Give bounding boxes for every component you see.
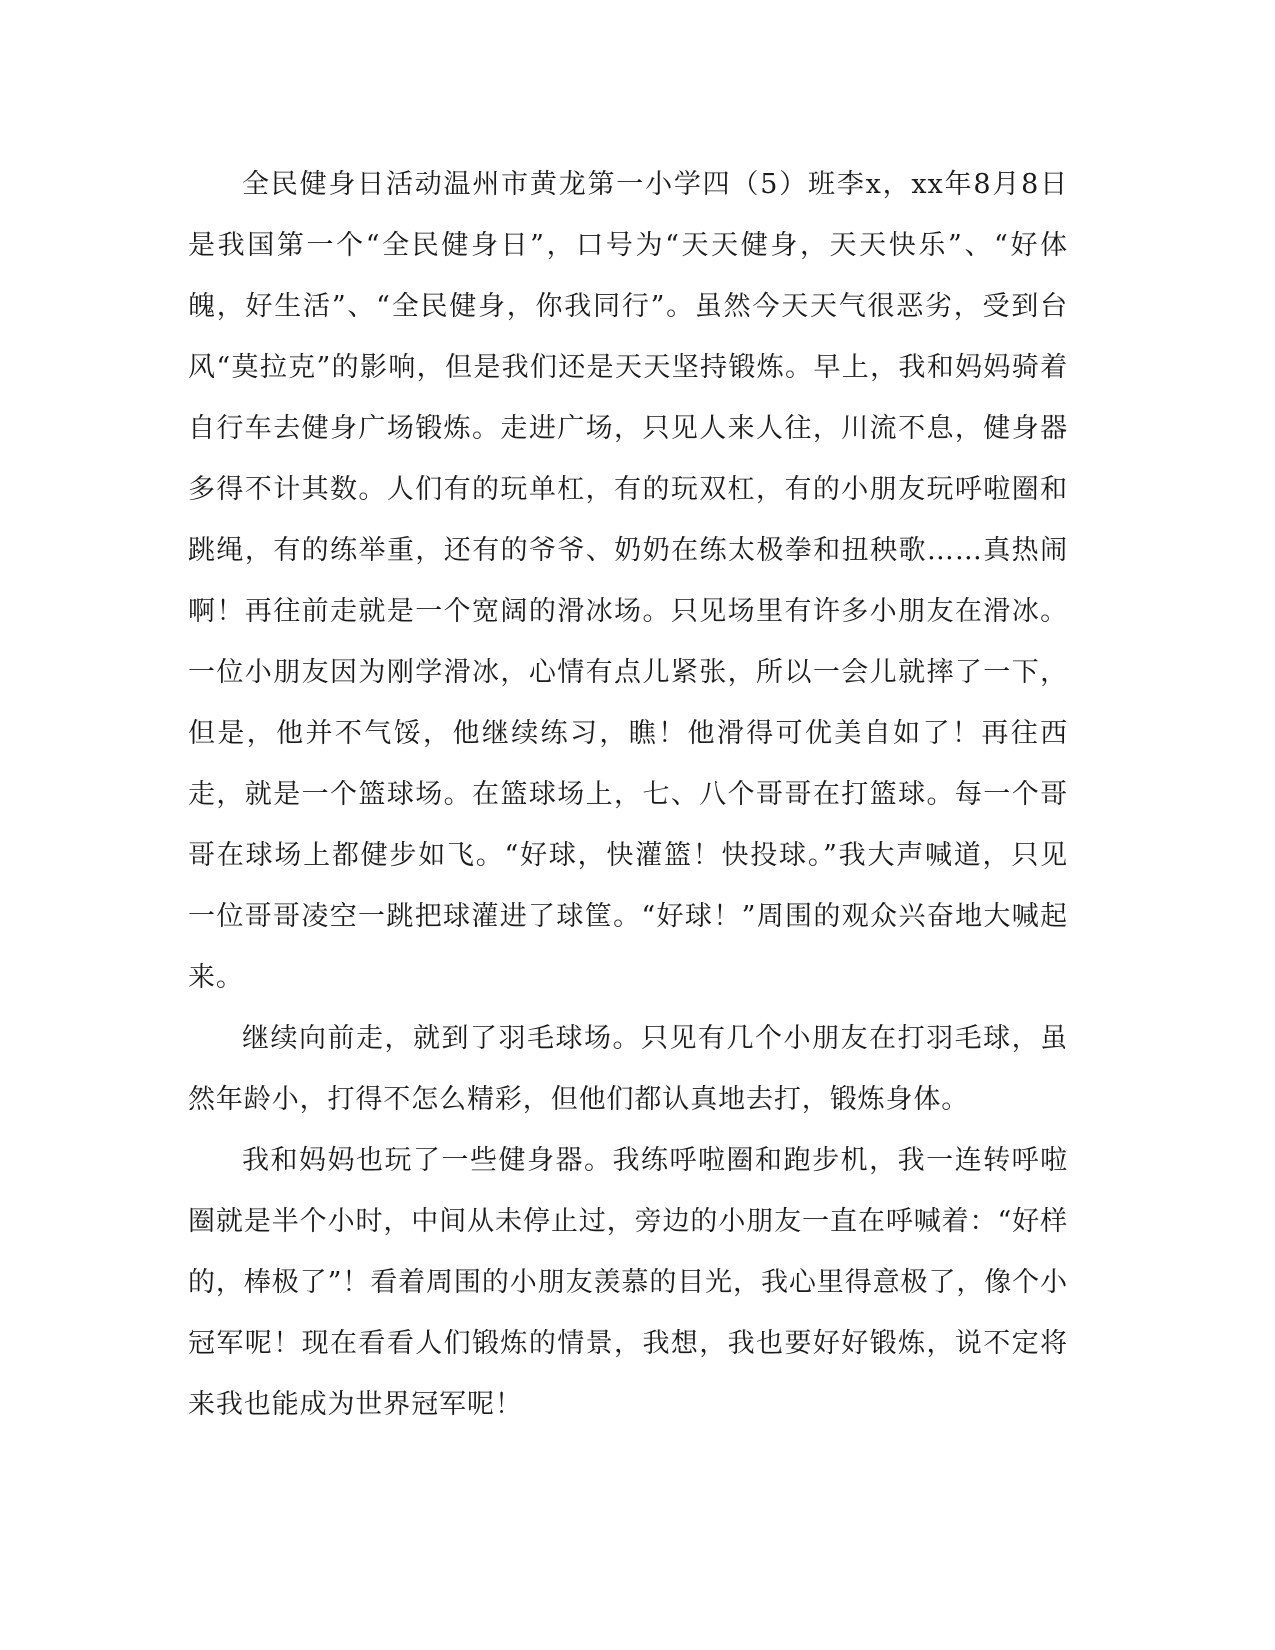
paragraph-3: 我和妈妈也玩了一些健身器。我练呼啦圈和跑步机，我一连转呼啦圈就是半个小时，中间从未停止过，旁边的小朋友一直在呼喊着：“好样的，棒极了”！看着周围的小朋友羡慕的目光，我心里得意极了，像个小冠军呢！现在看看人们锻炼的情景，我想，我也要好好锻炼，说不定将来我也能成为世界冠军呢！ — [188, 1145, 1068, 1420]
paragraph-1: 全民健身日活动温州市黄龙第一小学四（5）班李x，xx年8月8日是我国第一个“全民健身日”，口号为“天天健身，天天快乐”、“好体魄，好生活”、“全民健身，你我同行”。虽然今天天气很恶劣，受到台风“莫拉克”的影响，但是我们还是天天坚持锻炼。早上，我和妈妈骑着自行车去健身广场锻炼。走进广场，只见人来人往，川流不息，健身器多得不计其数。人们有的玩单杠，有的玩双杠，有的小朋友玩呼啦圈和跳绳，有的练举重，还有的爷爷、奶奶在练太极拳和扭秧歌……真热闹啊！再往前走就是一个宽阔的滑冰场。只见场里有许多小朋友在滑冰。一位小朋友因为刚学滑冰，心情有点儿紧张，所以一会儿就摔了一下，但是，他并不气馁，他继续练习，瞧！他滑得可优美自如了！再往西走，就是一个篮球场。在篮球场上，七、八个哥哥在打篮球。每一个哥哥在球场上都健步如飞。“好球，快灌篮！快投球。”我大声喊道，只见一位哥哥凌空一跳把球灌进了球筐。“好球！”周围的观众兴奋地大喊起来。 — [188, 169, 1068, 993]
paragraph-2: 继续向前走，就到了羽毛球场。只见有几个小朋友在打羽毛球，虽然年龄小，打得不怎么精彩，但他们都认真地去打，锻炼身体。 — [188, 1023, 1068, 1115]
document-body — [188, 154, 1068, 1435]
